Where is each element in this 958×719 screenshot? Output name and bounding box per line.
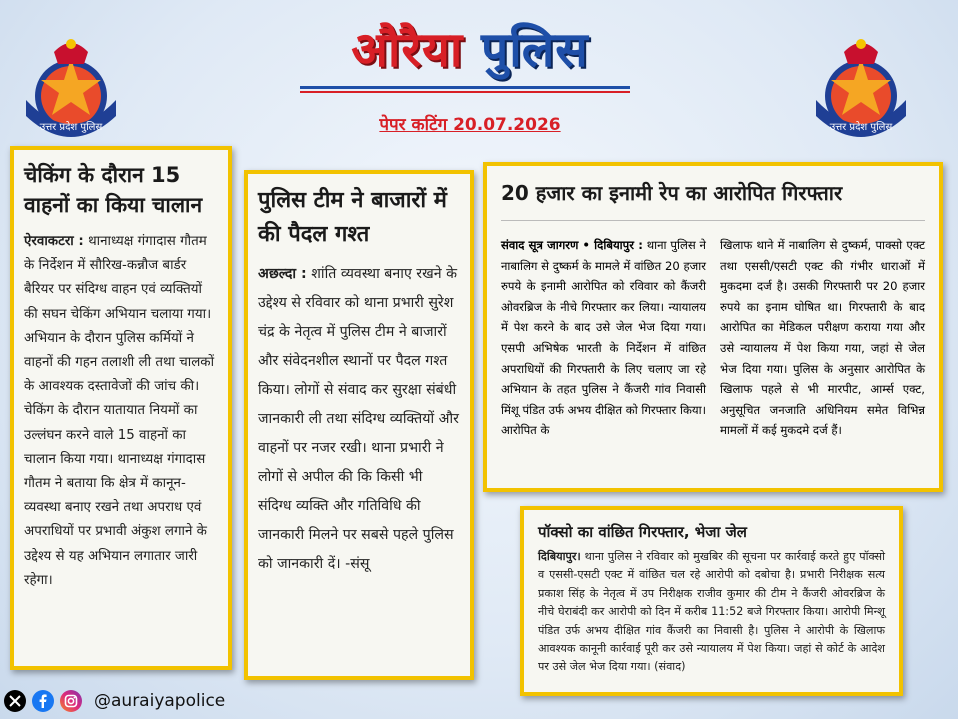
emblem-text: उत्तर प्रदेश पुलिस <box>829 122 893 133</box>
news-clipping-4 <box>520 506 903 696</box>
title-underline-blue <box>300 86 630 89</box>
clipping-column-1 <box>501 235 706 441</box>
clipping-dateline: ऐरवाकटरा : <box>24 234 84 249</box>
social-footer <box>4 687 225 715</box>
title-part1: औरैया <box>351 22 464 78</box>
instagram-icon[interactable] <box>60 690 82 712</box>
title-underline-red <box>300 91 630 93</box>
paper-cutting-date: पेपर कटिंग 20.07.2026 <box>379 115 561 135</box>
emblem-text: उत्तर प्रदेश पुलिस <box>39 122 103 133</box>
clipping-text: थानाध्यक्ष गंगादास गौतम के निर्देशन में सौरिख-कन्नौज बार्डर बैरियर पर संदिग्ध वाहन एवं व्यक्तियों की सघन चेकिंग अभियान चलाया गया। अभियान के दौरान पुलिस कर्मियों ने वाहनों की गहन तलाशी ली तथा चालकों के आवश्यक दस्तावेजों की जांच की। चेकिंग के दौरान यातायात नियमों का उल्लंघन करने वाले 15 वाहनों का चालान किया गया। थानाध्यक्ष गंगादास गौतम ने बताया कि क्षेत्र में कानून-व्यवस्था बनाए रखने तथा अपराध एवं अपराधियों पर प्रभावी अंकुश लगाने के उद्देश्य से यह अभियान लगातार जारी रहेगा। <box>24 234 215 588</box>
up-police-emblem-right <box>802 30 920 140</box>
news-clipping-2 <box>244 170 474 680</box>
clipping-dateline: दिबियापुर। <box>538 550 581 563</box>
social-handle[interactable]: @auraiyapolice <box>94 691 226 711</box>
clipping-headline: पॉक्सो का वांछित गिरफ्तार, भेजा जेल <box>538 523 747 541</box>
page-title <box>300 18 640 82</box>
clipping-text: शांति व्यवस्था बनाए रखने के उद्देश्य से रविवार को थाना प्रभारी सुरेश चंद्र के नेतृत्व में पुलिस टीम ने बाजारों और संवेदनशील स्थानों पर पैदल गश्त किया। लोगों से संवाद कर सुरक्षा संबंधी जानकारी ली तथा संदिग्ध व्यक्तियों और वाहनों पर नजर रखी। थाना प्रभारी ने लोगों से अपील की कि किसी भी संदिग्ध व्यक्ति और गतिविधि की जानकारी मिलने पर सबसे पहले पुलिस को जानकारी दें। -संसू <box>258 266 459 572</box>
title-part2: पुलिस <box>481 22 589 78</box>
clipping-headline: 20 हजार का इनामी रेप का आरोपित गिरफ्तार <box>501 176 925 221</box>
clipping-dateline: अछल्दा : <box>258 266 307 282</box>
clipping-body <box>258 260 460 579</box>
clipping-column-2: खिलाफ थाने में नाबालिग से दुष्कर्म, पाक्सो एक्ट तथा एससी/एसटी एक्ट की गंभीर धाराओं में मुकदमा दर्ज है। उसकी गिरफ्तारी पर 20 हजार रुपये का इनाम घोषित था। गिरफ्तारी के बाद आरोपित का मेडिकल परीक्षण कराया गया और उसे न्यायालय में पेश किया गया, जहां से जेल भेज दिया गया। पुलिस के अनुसार आरोपित के खिलाफ पहले से भी मारपीट, आर्म्स एक्ट, अनुसूचित जनजाति अधिनियम समेत विभिन्न मामलों में कई मुकदमे दर्ज हैं। <box>720 238 925 438</box>
clipping-dateline: संवाद सूत्र जागरण • दिबियापुर : <box>501 238 643 252</box>
news-clipping-3 <box>483 162 943 492</box>
clipping-columns <box>501 235 925 441</box>
clipping-body <box>538 548 885 677</box>
clipping-headline: पुलिस टीम ने बाजारों में की पैदल गश्त <box>258 188 447 247</box>
clipping-text: थाना पुलिस ने नाबालिग से दुष्कर्म के मामले में वांछित 20 हजार रुपये के इनामी आरोपित को रविवार को कैंजरी ओवरब्रिज के नीचे गिरफ्तार कर लिया। न्यायालय में पेश करने के बाद उसे जेल भेज दिया गया। एसपी अभिषेक भारती के निर्देशन में वांछित अपराधियों की गिरफ्तारी के लिए चलाए जा रहे अभियान के तहत पुलिस ने कैंजरी गांव निवासी मिंशू पंडित उर्फ अभय दीक्षित को गिरफ्तार किया। आरोपित के <box>501 238 706 438</box>
news-clipping-1 <box>10 146 232 670</box>
up-police-emblem-left <box>12 30 130 140</box>
clipping-body <box>24 230 218 593</box>
clipping-headline: चेकिंग के दौरान 15 वाहनों का किया चालान <box>24 163 203 217</box>
x-icon[interactable] <box>4 690 26 712</box>
facebook-icon[interactable] <box>32 690 54 712</box>
clipping-text: थाना पुलिस ने रविवार को मुखबिर की सूचना पर कार्रवाई करते हुए पॉक्सो व एससी-एसटी एक्ट में वांछित चल रहे आरोपी को दबोचा है। प्रभारी निरीक्षक सत्य प्रकाश सिंह के नेतृत्व में उप निरीक्षक राजीव कुमार की टीम ने कैंजरी ओवरब्रिज के नीचे घेराबंदी कर आरोपी को दिन में करीब 11:52 बजे गिरफ्तार किया। आरोपी मिन्शू पंडित उर्फ अभय दीक्षित गांव कैंजरी का निवासी है। पुलिस ने आरोपी के खिलाफ आवश्यक कानूनी कार्रवाई पूरी कर उसे न्यायालय में पेश किया। जहां से कोर्ट के आदेश पर उसे जेल भेज दिया गया। (संवाद) <box>538 550 885 674</box>
